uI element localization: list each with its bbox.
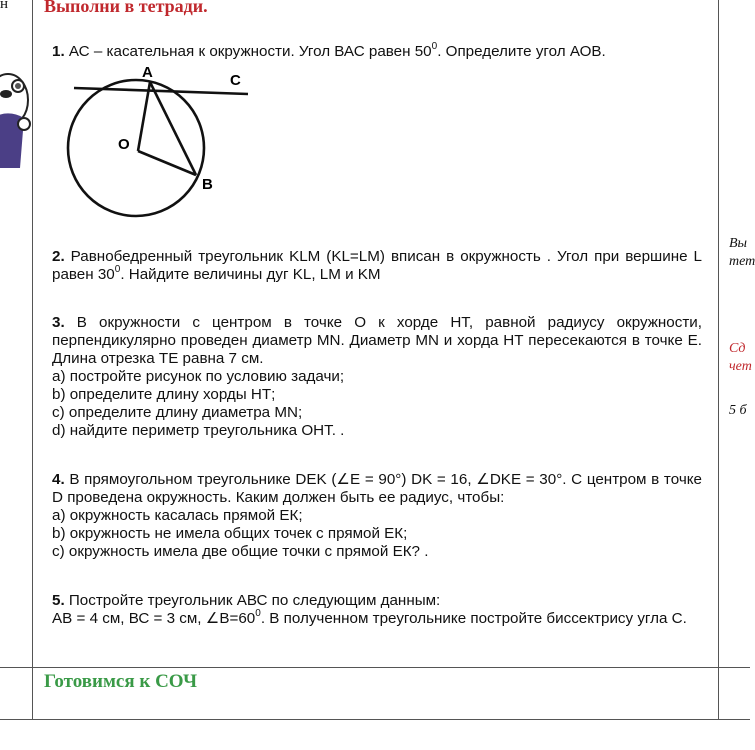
task-subitem: b) определите длину хорды НТ; bbox=[52, 386, 276, 403]
right-note-3: Сд bbox=[729, 341, 746, 356]
radius-OA bbox=[138, 82, 150, 151]
table-border-left bbox=[32, 0, 33, 720]
task-text: В окружности с центром в точке О к хорде НТ, равной радиусу окружности, перпендикулярно проведен диаметр MN. Диаметр MN и хорда НТ пересекаются в точке Е. Длина отрезка ТЕ равна 7 см. bbox=[52, 314, 702, 367]
right-note-5: 5 б bbox=[729, 403, 747, 418]
task-text: АВ = 4 см, ВС = 3 см, ∠B=60 bbox=[52, 610, 256, 627]
right-note-1: Вы bbox=[729, 236, 748, 251]
task-subitem: a) окружность касалась прямой ЕК; bbox=[52, 507, 303, 524]
table-bottom-border bbox=[0, 719, 750, 720]
table-row-divider bbox=[0, 667, 750, 668]
left-column-fragment: н bbox=[0, 0, 9, 12]
task-subitem: b) окружность не имела общих точек с прямой ЕК; bbox=[52, 525, 408, 542]
task-text: АС – касательная к окружности. Угол ВАС равен 50 bbox=[64, 43, 432, 60]
task-2 bbox=[52, 248, 702, 284]
task-number: 3. bbox=[52, 314, 65, 331]
task-subitem: a) постройте рисунок по условию задачи; bbox=[52, 368, 345, 385]
task-3 bbox=[52, 314, 702, 440]
task-text-end: . Определите угол АОВ. bbox=[437, 43, 606, 60]
degree-superscript: 0 bbox=[431, 40, 438, 52]
label-A: A bbox=[142, 64, 153, 81]
task-5 bbox=[52, 592, 702, 628]
task-subitem: d) найдите периметр треугольника ОНТ. . bbox=[52, 422, 345, 439]
panda-mascot-icon bbox=[0, 68, 30, 168]
task-number: 4. bbox=[52, 471, 65, 488]
task-text: Равнобедренный треугольник KLM (KL=LM) вписан в окружность . Угол при вершине L равен 30 bbox=[52, 248, 702, 283]
right-note-2: тет bbox=[729, 254, 755, 269]
task-number: 5. bbox=[52, 592, 65, 609]
task-subitem: c) определите длину диаметра MN; bbox=[52, 404, 303, 421]
task-number: 2. bbox=[52, 248, 65, 265]
task-subitem: c) окружность имела две общие точки с прямой ЕК? . bbox=[52, 543, 429, 560]
circle-tangent-figure bbox=[62, 58, 262, 223]
page-title: Выполни в тетради. bbox=[44, 0, 208, 16]
label-O: O bbox=[118, 136, 130, 153]
task-text-end: . В полученном треугольнике постройте биссектрису угла С. bbox=[260, 610, 687, 627]
chord-AB bbox=[150, 82, 196, 175]
task-text-end: . Найдите величины дуг KL, LM и KM bbox=[120, 266, 381, 283]
degree-superscript: 0 bbox=[114, 263, 121, 275]
task-4 bbox=[52, 471, 702, 561]
label-B: B bbox=[202, 176, 213, 193]
label-C: C bbox=[230, 72, 241, 89]
section-heading-soch: Готовимся к СОЧ bbox=[44, 671, 198, 692]
task-text: В прямоугольном треугольнике DEK (∠E = 90°) DK = 16, ∠DKE = 30°. С центром в точке D проведена окружность. Каким должен быть ее радиус, чтобы: bbox=[52, 471, 702, 506]
right-note-4: чет bbox=[729, 359, 752, 374]
task-text: Постройте треугольник АВС по следующим данным: bbox=[64, 592, 441, 609]
degree-superscript: 0 bbox=[255, 607, 261, 619]
table-border-right bbox=[718, 0, 719, 720]
task-number: 1. bbox=[52, 43, 65, 60]
